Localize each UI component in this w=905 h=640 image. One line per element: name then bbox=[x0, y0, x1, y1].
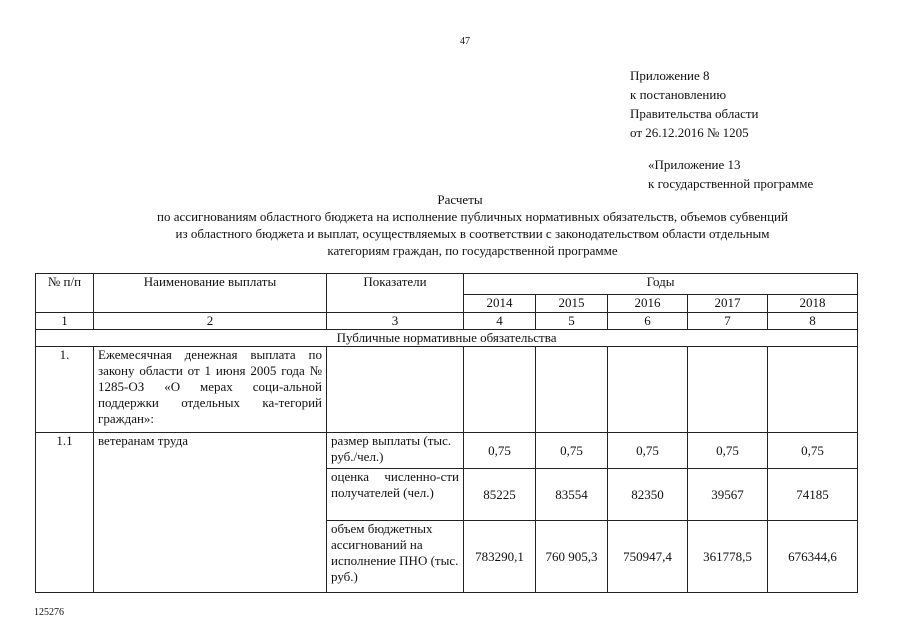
payment-name: Ежемесячная денежная выплата по закону области от 1 июня 2005 года № 1285-ОЗ «О мерах соци-альной поддержки отдельных ка-тегорий граждан»: bbox=[94, 347, 327, 433]
empty-cell bbox=[688, 347, 768, 433]
column-number: 6 bbox=[608, 313, 688, 330]
value-cell: 750947,4 bbox=[608, 521, 688, 593]
payment-name: ветеранам труда bbox=[94, 433, 327, 593]
appendix-line-3: Правительства области bbox=[630, 106, 759, 121]
indicator-label: оценка численно-сти получателей (чел.) bbox=[327, 469, 464, 521]
section-heading: Публичные нормативные обязательства bbox=[36, 330, 858, 347]
indicator-label: размер выплаты (тыс. руб./чел.) bbox=[327, 433, 464, 469]
appendix13-line-2: к государственной программе bbox=[648, 176, 814, 191]
value-cell: 0,75 bbox=[768, 433, 858, 469]
calculations-table bbox=[35, 273, 858, 593]
header-indicators: Показатели bbox=[327, 274, 464, 313]
empty-cell bbox=[536, 347, 608, 433]
value-cell: 760 905,3 bbox=[536, 521, 608, 593]
appendix-line-2: к постановлению bbox=[630, 87, 727, 102]
appendix13-header bbox=[648, 155, 813, 193]
value-cell: 83554 bbox=[536, 469, 608, 521]
header-year: 2018 bbox=[768, 295, 858, 313]
value-cell: 0,75 bbox=[688, 433, 768, 469]
empty-cell bbox=[768, 347, 858, 433]
header-year: 2016 bbox=[608, 295, 688, 313]
column-number: 8 bbox=[768, 313, 858, 330]
value-cell: 85225 bbox=[464, 469, 536, 521]
row-number: 1.1 bbox=[36, 433, 94, 593]
appendix-line-4: от 26.12.2016 № 1205 bbox=[630, 125, 749, 140]
header-year: 2014 bbox=[464, 295, 536, 313]
column-number: 7 bbox=[688, 313, 768, 330]
document-subtitle bbox=[80, 208, 865, 259]
value-cell: 676344,6 bbox=[768, 521, 858, 593]
appendix-header bbox=[630, 66, 759, 142]
row-number: 1. bbox=[36, 347, 94, 433]
appendix13-line-1: «Приложение 13 bbox=[648, 157, 741, 172]
empty-cell bbox=[464, 347, 536, 433]
value-cell: 361778,5 bbox=[688, 521, 768, 593]
column-number: 3 bbox=[327, 313, 464, 330]
indicator-label: объем бюджетных ассигнований на исполнение ПНО (тыс. руб.) bbox=[327, 521, 464, 593]
column-number: 4 bbox=[464, 313, 536, 330]
empty-cell bbox=[608, 347, 688, 433]
footer-code: 125276 bbox=[34, 607, 64, 618]
value-cell: 0,75 bbox=[536, 433, 608, 469]
subtitle-line-3: категориям граждан, по государственной программе bbox=[327, 243, 618, 258]
appendix-line-1: Приложение 8 bbox=[630, 68, 710, 83]
value-cell: 74185 bbox=[768, 469, 858, 521]
value-cell: 783290,1 bbox=[464, 521, 536, 593]
value-cell: 0,75 bbox=[464, 433, 536, 469]
value-cell: 0,75 bbox=[608, 433, 688, 469]
column-number: 1 bbox=[36, 313, 94, 330]
page-number: 47 bbox=[460, 36, 470, 47]
value-cell: 82350 bbox=[608, 469, 688, 521]
subtitle-line-1: по ассигнованиям областного бюджета на исполнение публичных нормативных обязательств, объемов субвенций bbox=[157, 209, 788, 224]
document-title: Расчеты bbox=[437, 192, 483, 207]
header-num: № п/п bbox=[36, 274, 94, 313]
header-name: Наименование выплаты bbox=[94, 274, 327, 313]
value-cell: 39567 bbox=[688, 469, 768, 521]
column-number: 5 bbox=[536, 313, 608, 330]
column-number: 2 bbox=[94, 313, 327, 330]
subtitle-line-2: из областного бюджета и выплат, осуществляемых в соответствии с законодательством области отдельным bbox=[175, 226, 770, 241]
header-year: 2015 bbox=[536, 295, 608, 313]
header-year: 2017 bbox=[688, 295, 768, 313]
header-years: Годы bbox=[464, 274, 858, 295]
empty-cell bbox=[327, 347, 464, 433]
